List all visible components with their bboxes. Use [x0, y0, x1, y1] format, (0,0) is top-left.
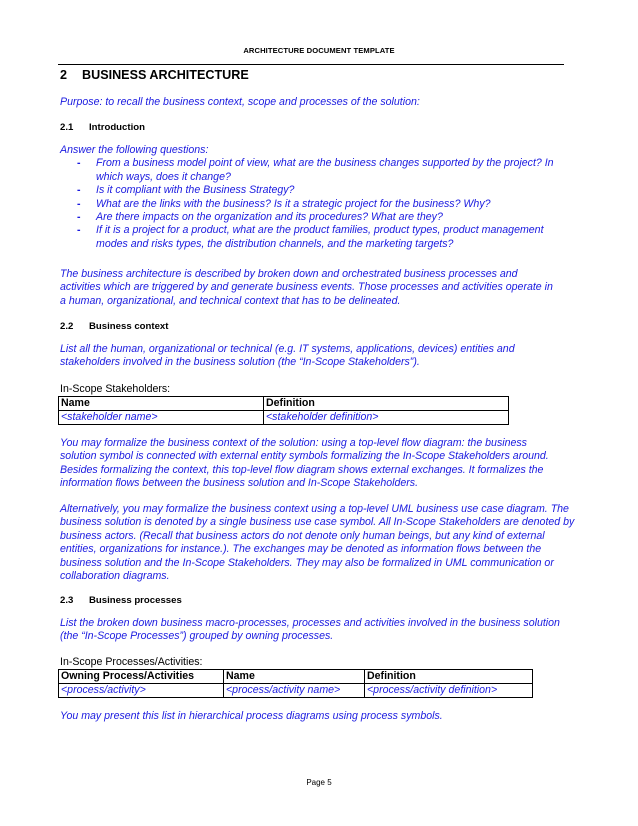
introduction-closing: The business architecture is described by broken down and orchestrated business processes and activities which are triggered by and generate business events. Those processes and activities operate in a human, organizational, and technical context that has to be delineated. — [60, 268, 553, 307]
processes-closing: You may present this list in hierarchical process diagrams using process symbols. — [60, 710, 443, 722]
processes-lead: List the broken down business macro-processes, processes and activities involved in the business solution (the “In-Scope Processes”) grouped by owning processes. — [60, 617, 560, 643]
dash-bullet-icon: - — [77, 184, 81, 197]
table-cell: <process/activity name> — [224, 684, 365, 698]
section-title: BUSINESS ARCHITECTURE — [82, 68, 249, 82]
questions-lead: Answer the following questions: — [60, 144, 209, 156]
subsection-number: 2.3 — [60, 595, 74, 606]
dash-bullet-icon: - — [77, 211, 81, 224]
table-row — [59, 684, 533, 698]
processes-table — [58, 669, 533, 698]
subsection-title: Introduction — [89, 122, 145, 133]
header-divider — [58, 64, 564, 65]
context-uml-paragraph: Alternatively, you may formalize the business context using a top-level UML business use case diagram. The business solution is denoted by a single business use case symbol. All In-Scope Stakeholders are denoted by business actors. (Recall that business actors do not denote only human beings, but any kind of external entities, organizations for instance.). The exchanges may be denoted as information flows between the business solution and the In-Scope Stakeholders. They may also be formalized in UML communication or collaboration diagrams. — [60, 503, 575, 583]
column-header: Name — [59, 397, 264, 411]
table-cell: <process/activity> — [59, 684, 224, 698]
table-cell: <stakeholder name> — [59, 411, 264, 425]
subsection-title: Business context — [89, 321, 169, 332]
table-row — [59, 411, 509, 425]
dash-bullet-icon: - — [77, 197, 81, 210]
section-number: 2 — [60, 68, 68, 82]
subsection-heading-business-processes — [60, 595, 574, 606]
column-header: Name — [224, 670, 365, 684]
column-header: Owning Process/Activities — [59, 670, 224, 684]
subsection-heading-introduction — [60, 122, 574, 133]
context-lead: List all the human, organizational or technical (e.g. IT systems, applications, devices) entities and stakeholders involved in the business solution (the “In-Scope Stakeholders”). — [60, 343, 515, 369]
column-header: Definition — [264, 397, 509, 411]
processes-table-caption: In-Scope Processes/Activities: — [60, 656, 203, 668]
list-item: - If it is a project for a product, what are the product families, product types, product management modes and risks types, the distribution channels, and the marketing targets? — [77, 224, 544, 250]
subsection-number: 2.2 — [60, 321, 74, 332]
context-flow-diagram-paragraph: You may formalize the business context of the solution: using a top-level flow diagram: the business solution symbol is connected with external entity symbols formalizing the In-Scope Stakeholders around. Besides formalizing the context, this top-level flow diagram shows external exchanges. It formalizes the information flows between the business solution and In-Scope Stakeholders. — [60, 437, 549, 490]
subsection-heading-business-context — [60, 321, 574, 332]
introduction-block — [60, 144, 568, 251]
list-item: - Are there impacts on the organization and its procedures? What are they? — [77, 211, 443, 224]
list-item: - What are the links with the business? Is it a strategic project for the business? Why? — [77, 197, 491, 210]
dash-bullet-icon: - — [77, 157, 81, 170]
table-cell: <stakeholder definition> — [264, 411, 509, 425]
table-header-row — [59, 397, 509, 411]
page-number: Page 5 — [306, 778, 332, 787]
subsection-title: Business processes — [89, 595, 182, 606]
list-item: - Is it compliant with the Business Strategy? — [77, 184, 295, 197]
questions-list — [60, 157, 568, 251]
section-purpose: Purpose: to recall the business context, scope and processes of the solution: — [60, 96, 420, 108]
document-header-title: ARCHITECTURE DOCUMENT TEMPLATE — [243, 46, 395, 55]
stakeholders-table-caption: In-Scope Stakeholders: — [60, 383, 171, 395]
subsection-number: 2.1 — [60, 122, 74, 133]
table-cell: <process/activity definition> — [365, 684, 533, 698]
column-header: Definition — [365, 670, 533, 684]
stakeholders-table — [58, 396, 509, 425]
list-item: - From a business model point of view, what are the business changes supported by the project? In which ways, does it change? — [77, 157, 554, 183]
section-heading — [60, 68, 574, 82]
table-header-row — [59, 670, 533, 684]
dash-bullet-icon: - — [77, 224, 81, 237]
